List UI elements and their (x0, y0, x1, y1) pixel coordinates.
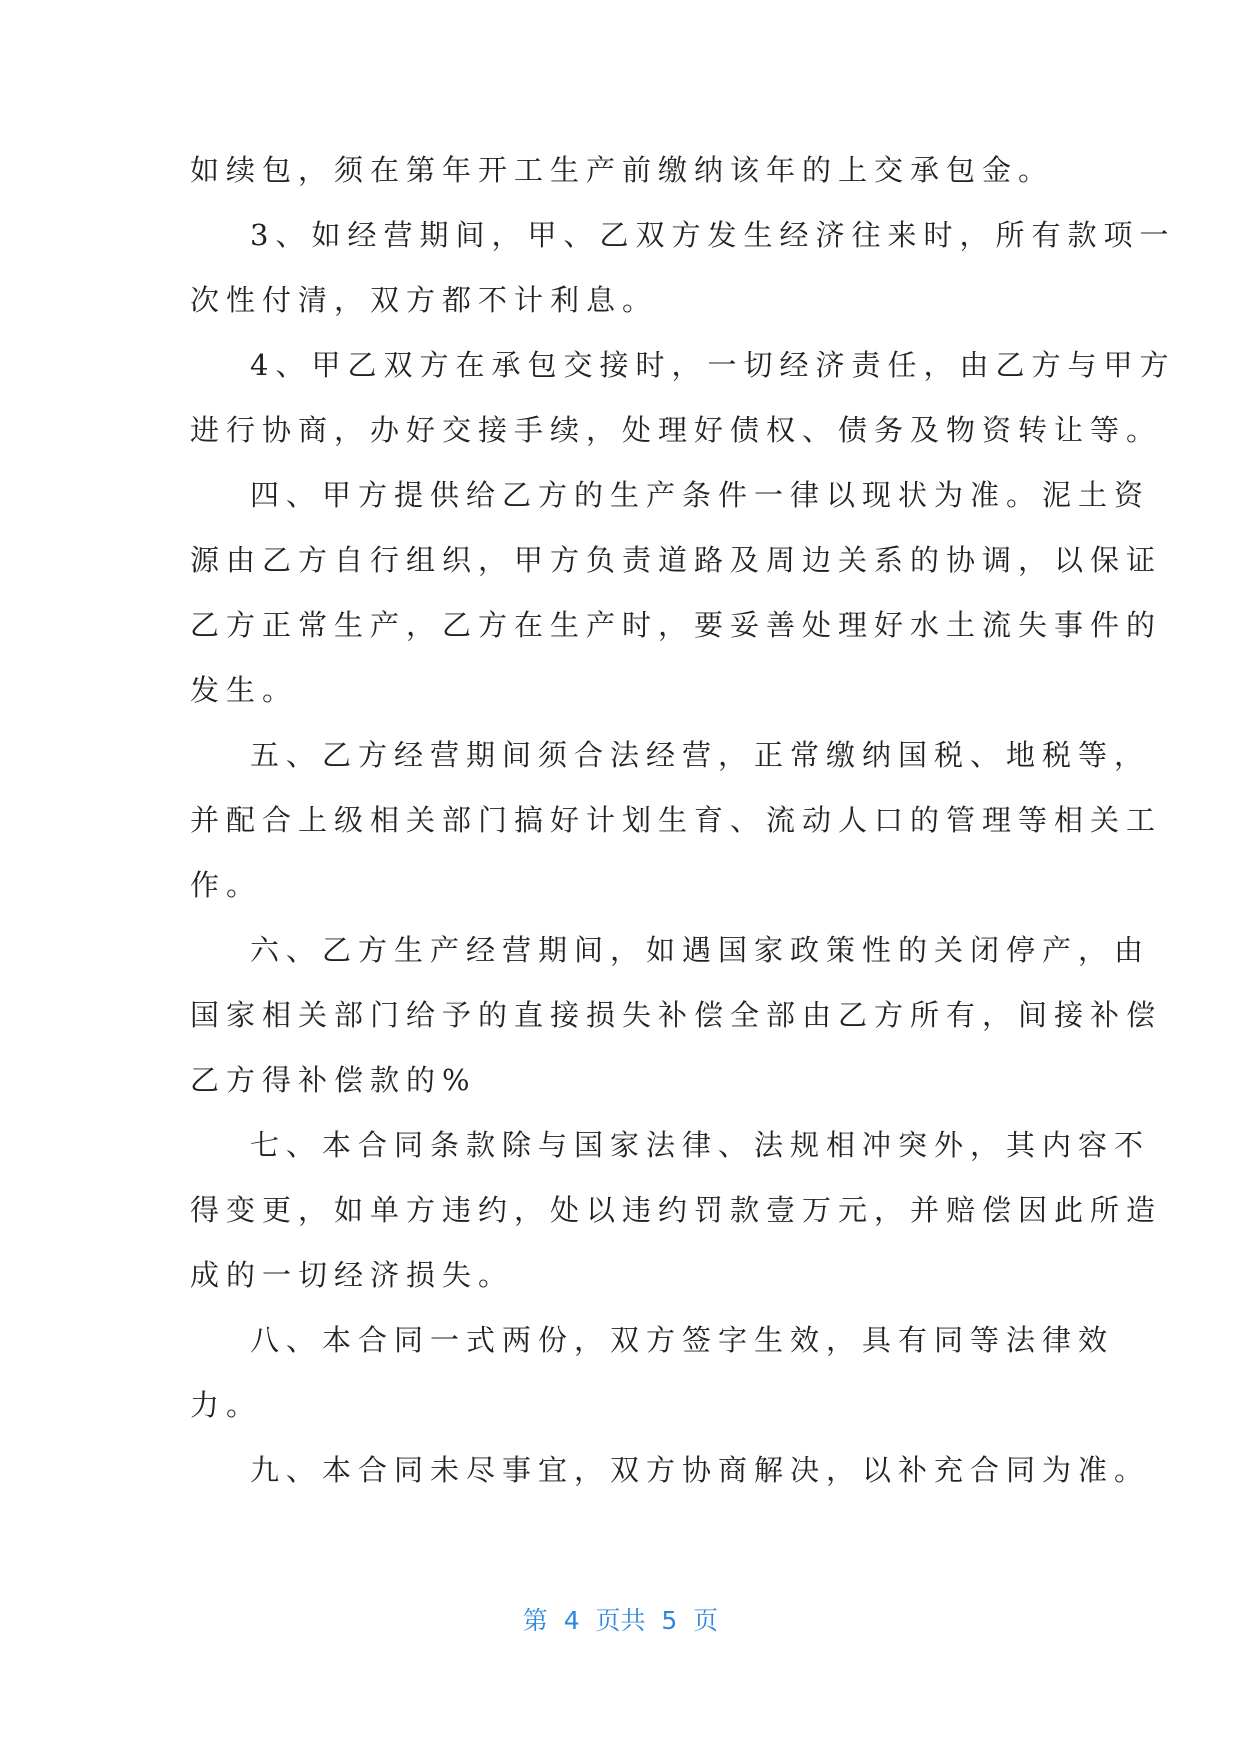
page-number-footer: 第 4 页共 5 页 (522, 1606, 719, 1635)
text-line: 六、乙方生产经营期间，如遇国家政策性的关闭停产，由 (250, 933, 1151, 967)
text-line: 成的一切经济损失。 (190, 1258, 515, 1292)
text-line: 发生。 (190, 673, 299, 707)
text-line: 并配合上级相关部门搞好计划生育、流动人口的管理等相关工 (190, 803, 1163, 837)
text-line: 力。 (190, 1388, 263, 1422)
text-line: 作。 (190, 868, 263, 902)
text-line: 次性付清，双方都不计利息。 (190, 283, 659, 317)
text-line: 得变更，如单方违约，处以违约罚款壹万元，并赔偿因此所造 (190, 1193, 1163, 1227)
text-line: 八、本合同一式两份，双方签字生效，具有同等法律效 (250, 1323, 1115, 1357)
text-line: 乙方正常生产，乙方在生产时，要妥善处理好水土流失事件的 (190, 608, 1163, 642)
text-line: 七、本合同条款除与国家法律、法规相冲突外，其内容不 (250, 1128, 1151, 1162)
text-line: 九、本合同未尽事宜，双方协商解决，以补充合同为准。 (250, 1453, 1151, 1487)
text-line: 源由乙方自行组织，甲方负责道路及周边关系的协调，以保证 (190, 543, 1163, 577)
text-line: 4、甲乙双方在承包交接时，一切经济责任，由乙方与甲方 (250, 348, 1176, 382)
text-line: 如续包，须在第年开工生产前缴纳该年的上交承包金。 (190, 153, 1055, 187)
text-line: 四、甲方提供给乙方的生产条件一律以现状为准。泥土资 (250, 478, 1151, 512)
text-line: 乙方得补偿款的% (190, 1063, 477, 1097)
text-line: 进行协商，办好交接手续，处理好债权、债务及物资转让等。 (190, 413, 1163, 447)
text-line: 国家相关部门给予的直接损失补偿全部由乙方所有，间接补偿 (190, 998, 1163, 1032)
text-line: 3、如经营期间，甲、乙双方发生经济往来时，所有款项一 (250, 218, 1176, 252)
text-line: 五、乙方经营期间须合法经营，正常缴纳国税、地税等， (250, 738, 1151, 772)
